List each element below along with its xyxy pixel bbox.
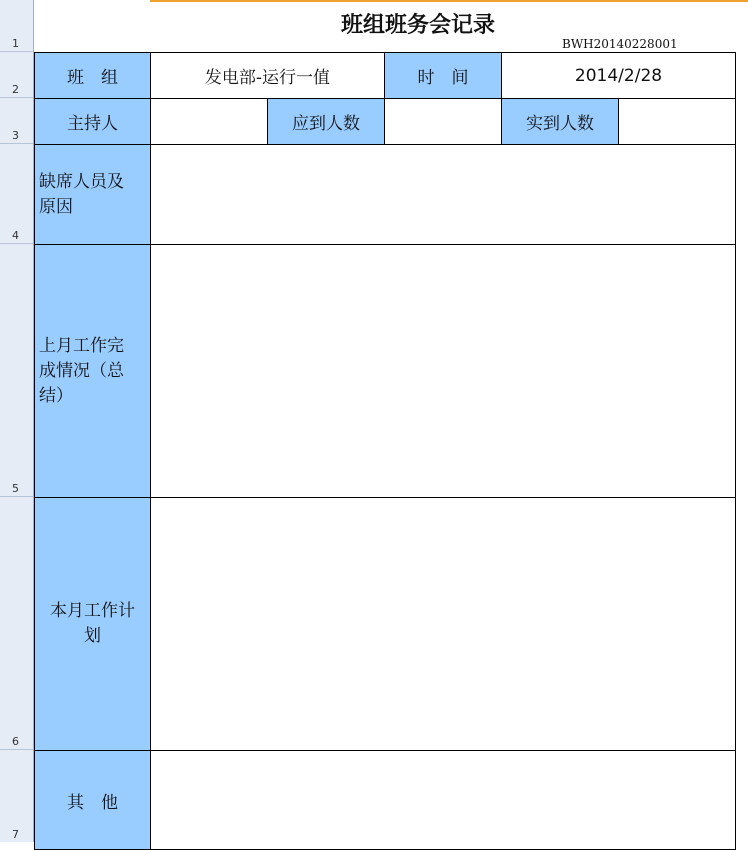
last-month-summary-label-cell[interactable]	[34, 244, 151, 498]
row-number-6[interactable]: 6	[0, 497, 33, 750]
last-month-summary-value-cell[interactable]	[150, 244, 736, 498]
row-number-3[interactable]: 3	[0, 98, 33, 144]
time-label-cell[interactable]: 时 间	[384, 52, 502, 99]
absent-value-cell[interactable]	[150, 144, 736, 245]
host-value-cell[interactable]	[150, 98, 268, 145]
this-month-plan-label-text: 本月工作计划	[50, 601, 135, 646]
row-number-5[interactable]: 5	[0, 244, 33, 497]
other-label-cell[interactable]: 其 他	[34, 750, 151, 850]
absent-label-cell[interactable]	[34, 144, 151, 245]
expected-count-value-cell[interactable]	[384, 98, 502, 145]
page-title: 班组班务会记录	[340, 12, 495, 38]
actual-count-label-cell[interactable]: 实到人数	[501, 98, 619, 145]
row-header-column	[0, 0, 34, 842]
actual-count-value-cell[interactable]	[618, 98, 736, 145]
host-label-cell[interactable]: 主持人	[34, 98, 151, 145]
selection-highlight-line	[150, 0, 748, 2]
this-month-plan-value-cell[interactable]	[150, 497, 736, 751]
other-value-cell[interactable]	[150, 750, 736, 850]
this-month-plan-label-cell[interactable]	[34, 497, 151, 751]
expected-count-label-cell[interactable]: 应到人数	[267, 98, 385, 145]
row-number-4[interactable]: 4	[0, 144, 33, 244]
row-number-7[interactable]: 7	[12, 828, 19, 841]
row-number-2[interactable]: 2	[0, 52, 33, 98]
time-value-cell[interactable]: 2014/2/28	[501, 52, 736, 99]
last-month-summary-label-text: 上月工作完成情况（总结）	[39, 335, 124, 406]
row-number-1[interactable]: 1	[0, 0, 33, 52]
document-number: BWH20140228001	[562, 37, 678, 51]
team-value-cell[interactable]: 发电部-运行一值	[150, 52, 385, 99]
team-label-cell[interactable]: 班 组	[34, 52, 151, 99]
absent-label-text: 缺席人员及原因	[39, 171, 124, 217]
